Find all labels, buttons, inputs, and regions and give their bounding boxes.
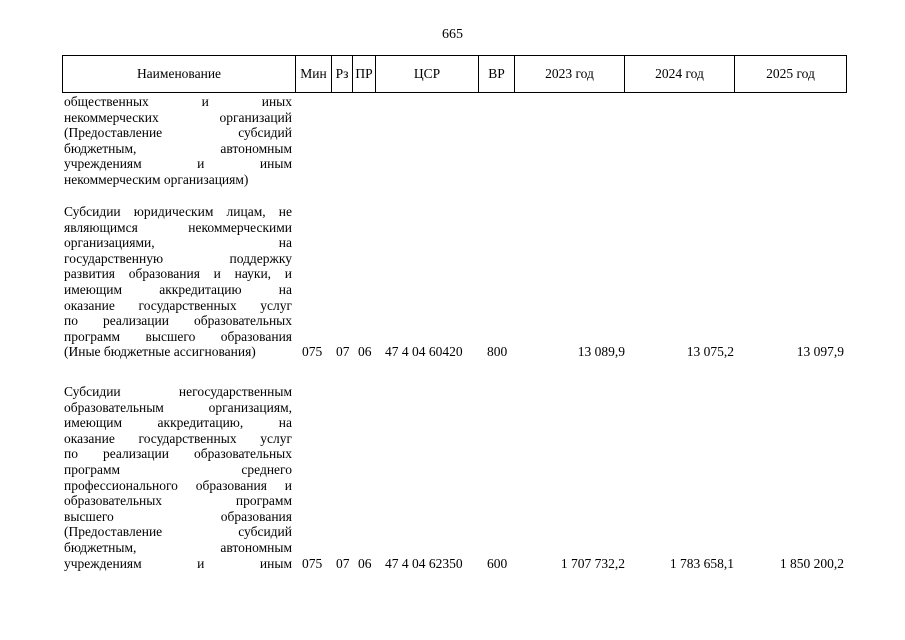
row-name	[64, 384, 292, 571]
name-line: программ среднего	[64, 461, 292, 477]
cell-min: 075	[302, 555, 323, 571]
cell-vr: 600	[487, 555, 508, 571]
name-line: оказание государственных услуг	[64, 297, 292, 313]
header-pr: ПР	[353, 56, 376, 93]
name-line: являющимся некоммерческими	[64, 219, 292, 235]
cell-min: 075	[302, 344, 323, 360]
cell-2025: 1 850 200,2	[779, 555, 844, 571]
name-line: бюджетным, автономным	[64, 140, 292, 156]
cell-2024: 1 783 658,1	[669, 555, 734, 571]
name-line: Субсидии негосударственным	[64, 384, 292, 399]
cell-rz: 07	[336, 344, 350, 360]
cell-rz: 07	[336, 555, 350, 571]
name-line: (Иные бюджетные ассигнования)	[64, 344, 256, 360]
name-line: образовательным организациям,	[64, 399, 292, 415]
name-line: развития образования и науки, и	[64, 266, 292, 282]
cell-2025: 13 097,9	[796, 344, 844, 360]
cell-2023: 13 089,9	[577, 344, 625, 360]
header-rz: Рз	[332, 56, 353, 93]
name-line: оказание государственных услуг	[64, 430, 292, 446]
name-line: по реализации образовательных	[64, 313, 292, 329]
cell-pr: 06	[358, 555, 372, 571]
cell-vr: 800	[487, 344, 508, 360]
header-2025: 2025 год	[735, 56, 847, 93]
name-line: общественных и иных	[64, 94, 292, 109]
name-line: Субсидии юридическим лицам, не	[64, 204, 292, 219]
page-number: 665	[442, 27, 463, 42]
cell-2023: 1 707 732,2	[560, 555, 625, 571]
cell-pr: 06	[358, 344, 372, 360]
name-line: некоммерческим организациям)	[64, 171, 249, 187]
name-line: учреждениям и иным	[64, 156, 292, 172]
name-line: организациями, на	[64, 235, 292, 251]
table-header	[62, 55, 847, 93]
name-line: по реализации образовательных	[64, 446, 292, 462]
name-line: образовательных программ	[64, 493, 292, 509]
header-vr: ВР	[479, 56, 515, 93]
name-line: государственную поддержку	[64, 250, 292, 266]
cell-2024: 13 075,2	[686, 344, 734, 360]
header-2023: 2023 год	[515, 56, 625, 93]
name-line: программ высшего образования	[64, 328, 292, 344]
name-line: (Предоставление субсидий	[64, 524, 292, 540]
name-line: (Предоставление субсидий	[64, 125, 292, 141]
header-csr: ЦСР	[376, 56, 479, 93]
cell-csr: 47 4 04 60420	[385, 344, 463, 360]
row-name	[64, 94, 292, 188]
name-line: профессионального образования и	[64, 477, 292, 493]
row-name	[64, 204, 292, 360]
header-name: Наименование	[63, 56, 296, 93]
name-line: бюджетным, автономным	[64, 539, 292, 555]
cell-csr: 47 4 04 62350	[385, 555, 463, 571]
name-line: имеющим аккредитацию на	[64, 281, 292, 297]
name-line: имеющим аккредитацию, на	[64, 415, 292, 431]
header-2024: 2024 год	[625, 56, 735, 93]
header-min: Мин	[296, 56, 332, 93]
name-line: учреждениям и иным	[64, 555, 292, 571]
name-line: высшего образования	[64, 508, 292, 524]
name-line: некоммерческих организаций	[64, 109, 292, 125]
